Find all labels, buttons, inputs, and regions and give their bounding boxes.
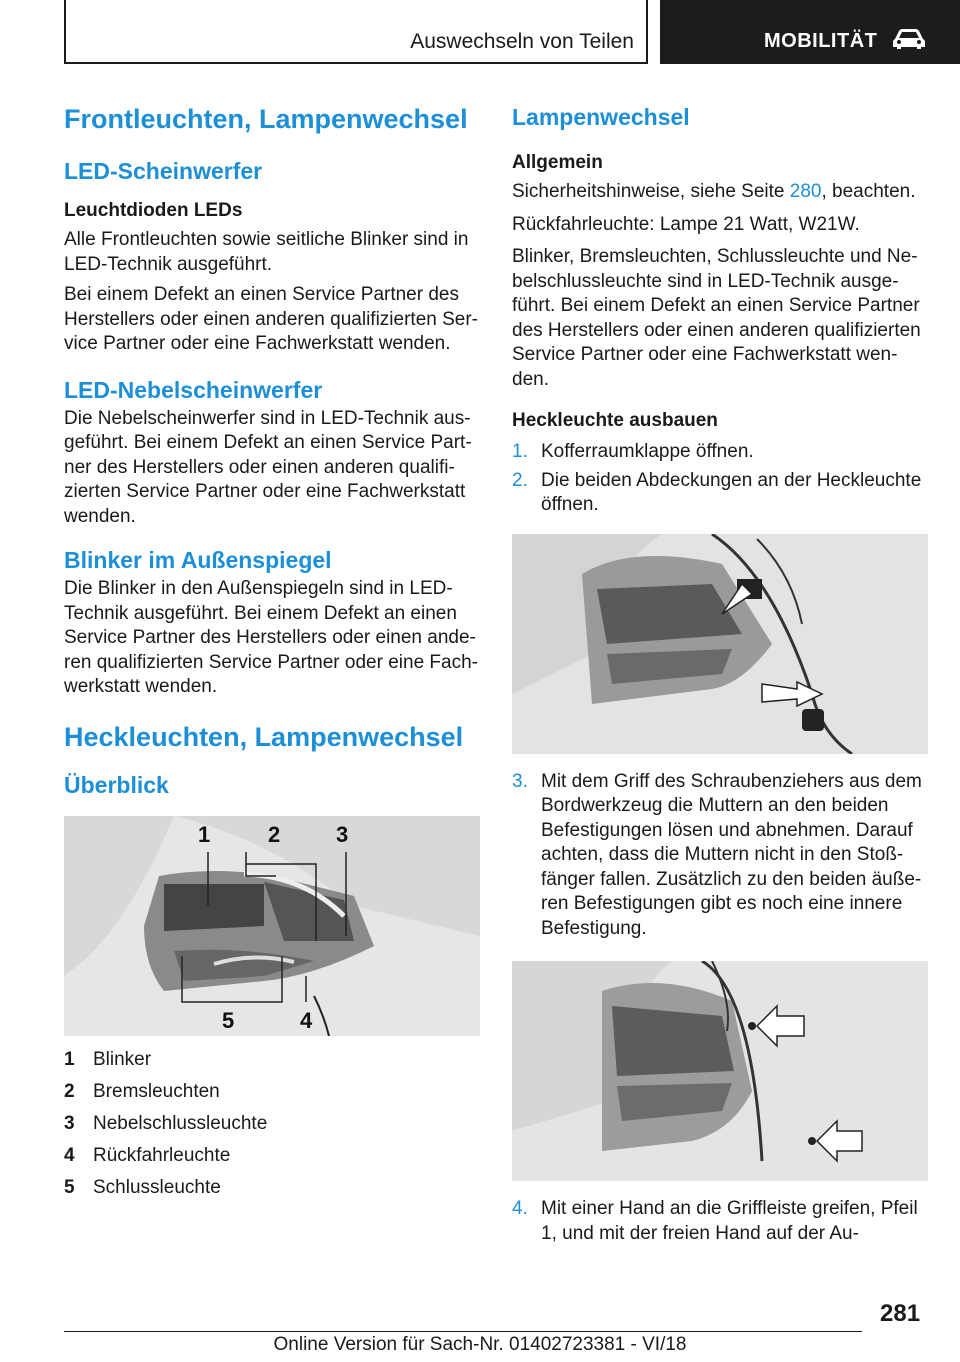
paragraph-led-1: Alle Frontleuchten sowie seitliche Blinker sind in LED-Technik ausgeführt. [64,229,469,275]
footer-text: Online Version für Sach-Nr. 01402723381 - VI/18 [273,1334,687,1355]
header-section-box [64,0,648,64]
paragraph-nebel: Die Nebelscheinwerfer sind in LED-Technik aus-geführt. Bei einem Defekt an einen Service Part-ner des Herstellers oder einen anderen qualifi-zierten Service Partner oder eine Fachwerkstatt wenden. [64,407,472,527]
heading-blinker-spiegel: Blinker im Außenspiegel [64,547,332,573]
right-column [512,100,928,1246]
legend-label: Schlussleuchte [93,1176,221,1198]
heading-ueberblick: Überblick [64,771,169,798]
legend-number: 1 [64,1048,75,1070]
step-text: Kofferraumklappe öffnen. [541,441,754,462]
taillight-covers-illustration [512,534,928,754]
sicherheit-text: Sicherheitshinweise, siehe Seite [512,181,790,202]
step-text: Mit dem Griff des Schraubenziehers aus dem Bordwerkzeug die Muttern an den beiden Befestigungen lösen und abnehmen. Darauf achten, dass die Muttern nicht in den Stoß-fänger fallen. Zusätzlich zu den beiden äuße-ren Befestigungen gibt es noch eine innere Befestigung. [541,770,922,939]
header-chapter-title: MOBILITÄT [764,30,878,52]
legend-item [64,1172,480,1204]
callout-1: 1 [198,821,211,847]
paragraph-led-2: Bei einem Defekt an einen Service Partner des Herstellers oder einen anderen qualifizierten Ser-vice Partner oder eine Fachwerkstatt wenden. [64,284,479,354]
legend-item [64,1140,480,1172]
sicherheit-text-end: , beachten. [821,181,916,202]
step-item [512,770,928,942]
heading-nebelscheinwerfer: LED-Nebelscheinwerfer [64,376,323,403]
legend-label: Nebelschlussleuchte [93,1112,268,1134]
subheading-allgemein: Allgemein [512,152,603,173]
legend-item [64,1076,480,1108]
paragraph-blinker-spiegel: Die Blinker in den Außenspiegeln sind in LED-Technik ausgeführt. Bei einem Defekt an einen Service Partner des Herstellers oder einen ande-ren qualifizierten Service Partner oder eine Fach-werkstatt wenden. [64,578,478,697]
step-number: 3. [512,770,528,792]
callout-4: 4 [300,1007,313,1033]
step-item [512,440,928,465]
steps-list-a [512,440,928,518]
figure-befestigungen [512,961,928,1181]
taillight-fasteners-illustration [512,961,928,1181]
page-link-280[interactable]: 280 [789,181,822,202]
figure-legend [64,1044,480,1204]
step-text: Die beiden Abdeckungen an der Heckleuchte öffnen. [541,469,922,515]
legend-label: Blinker [93,1048,152,1070]
car-icon [892,28,926,50]
figure-abdeckungen [512,534,928,754]
step-item [512,1197,928,1246]
page-number: 281 [880,1300,921,1327]
legend-item [64,1044,480,1076]
callout-2: 2 [268,821,281,847]
steps-list-b [512,770,928,942]
paragraph-sicherheit [512,180,928,205]
figure-heckleuchte-ueberblick [64,816,480,1036]
legend-number: 3 [64,1112,75,1134]
legend-label: Bremsleuchten [93,1080,220,1102]
legend-number: 5 [64,1176,75,1198]
callout-5: 5 [222,1007,235,1033]
paragraph-blinker-led: Blinker, Bremsleuchten, Schlussleuchte und Ne-belschlussleuchte sind in LED-Technik ausge-führt. Bei einem Defekt an einen Service Partner des Herstellers oder einen anderen qualifizierten Service Partner oder eine Fachwerkstatt wen-den. [512,246,921,390]
step-item [512,469,928,518]
footer-divider [64,1331,862,1332]
legend-item [64,1108,480,1140]
step-text: Mit einer Hand an die Griffleiste greifen, Pfeil 1, und mit der freien Hand auf der Au- [541,1198,918,1244]
header-chapter-box [660,0,960,64]
steps-list-c [512,1197,928,1246]
taillight-illustration [64,816,480,1036]
step-number: 1. [512,441,528,462]
heading-lampenwechsel: Lampenwechsel [512,104,690,130]
step-number: 4. [512,1198,528,1219]
left-column [64,100,480,1204]
callout-3: 3 [336,821,349,847]
heading-frontleuchten: Frontleuchten, Lampenwechsel [64,104,468,134]
header-section-title: Auswechseln von Teilen [410,30,634,53]
paragraph-rueckfahrleuchte: Rückfahrleuchte: Lampe 21 Watt, W21W. [512,213,860,235]
legend-number: 2 [64,1080,75,1102]
heading-led-scheinwerfer: LED-Scheinwerfer [64,158,263,184]
legend-label: Rückfahrleuchte [93,1144,231,1166]
subheading-heckleuchte-ausbauen: Heckleuchte ausbauen [512,410,718,431]
heading-heckleuchten: Heckleuchten, Lampenwechsel [64,721,464,752]
legend-number: 4 [64,1144,75,1166]
subheading-leuchtdioden: Leuchtdioden LEDs [64,200,243,221]
step-number: 2. [512,469,528,491]
